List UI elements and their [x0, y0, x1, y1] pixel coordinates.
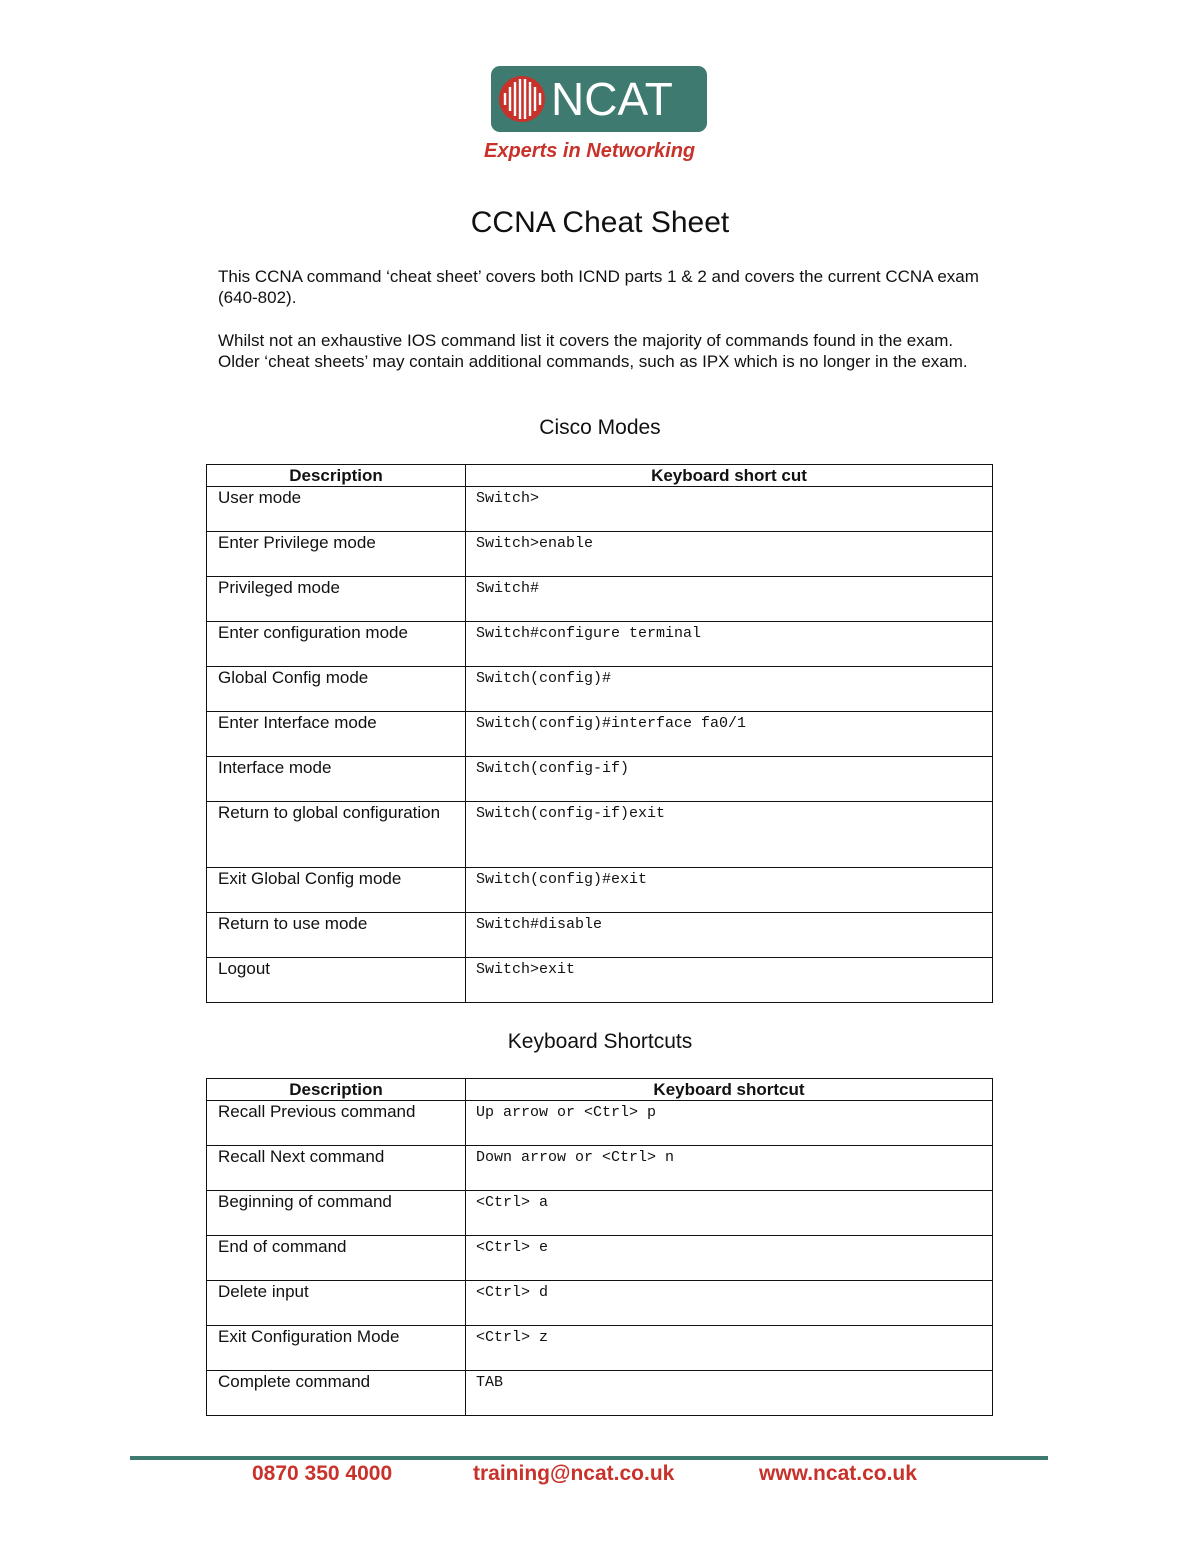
command-cell: Switch>	[466, 487, 993, 532]
footer-phone: 0870 350 4000	[252, 1462, 393, 1485]
description-cell: Logout	[207, 958, 466, 1003]
table-row	[207, 1101, 993, 1146]
table-row	[207, 868, 993, 913]
description-cell: Enter Privilege mode	[207, 532, 466, 577]
section-heading-cisco-modes: Cisco Modes	[539, 416, 661, 439]
table-row	[207, 1371, 993, 1416]
tagline: Experts in Networking	[484, 140, 696, 162]
table-row	[207, 667, 993, 712]
command-cell: TAB	[466, 1371, 993, 1416]
table-row	[207, 757, 993, 802]
description-cell: User mode	[207, 487, 466, 532]
command-cell: Switch#configure terminal	[466, 622, 993, 667]
footer-email-link[interactable]: training@ncat.co.uk	[473, 1462, 675, 1485]
table-row	[207, 622, 993, 667]
table-row	[207, 1146, 993, 1191]
ncat-logo	[491, 66, 707, 132]
command-cell: Switch>enable	[466, 532, 993, 577]
description-cell: Recall Previous command	[207, 1101, 466, 1146]
command-cell: <Ctrl> e	[466, 1236, 993, 1281]
table-row	[207, 1236, 993, 1281]
description-cell: Privileged mode	[207, 577, 466, 622]
intro-paragraph: Whilst not an exhaustive IOS command list it covers the majority of commands found in the exam. Older ‘cheat sheets’ may contain additional commands, such as IPX which is no longer in the exam.	[218, 331, 968, 371]
command-cell: <Ctrl> d	[466, 1281, 993, 1326]
table-header-row	[207, 1079, 993, 1101]
description-cell: Exit Global Config mode	[207, 868, 466, 913]
command-cell: Switch>exit	[466, 958, 993, 1003]
column-header-description: Description	[207, 465, 466, 487]
command-cell: Switch#	[466, 577, 993, 622]
description-cell: Interface mode	[207, 757, 466, 802]
column-header-keyboard-shortcut: Keyboard short cut	[466, 465, 993, 487]
description-cell: Delete input	[207, 1281, 466, 1326]
description-cell: Return to use mode	[207, 913, 466, 958]
command-cell: Switch(config)#	[466, 667, 993, 712]
table-header-row	[207, 465, 993, 487]
table-row	[207, 913, 993, 958]
table-row	[207, 1326, 993, 1371]
description-cell: Enter configuration mode	[207, 622, 466, 667]
table-row	[207, 487, 993, 532]
command-cell: Switch(config-if)exit	[466, 802, 993, 868]
table-row	[207, 712, 993, 757]
column-header-keyboard-shortcut: Keyboard shortcut	[466, 1079, 993, 1101]
command-cell: Switch(config-if)	[466, 757, 993, 802]
description-cell: Beginning of command	[207, 1191, 466, 1236]
table-row	[207, 958, 993, 1003]
page-title: CCNA Cheat Sheet	[470, 206, 730, 239]
description-cell: Complete command	[207, 1371, 466, 1416]
command-cell: <Ctrl> a	[466, 1191, 993, 1236]
description-cell: Return to global configuration	[207, 802, 466, 868]
footer-website-link[interactable]: www.ncat.co.uk	[759, 1462, 917, 1485]
table-row	[207, 1281, 993, 1326]
command-cell: Up arrow or <Ctrl> p	[466, 1101, 993, 1146]
intro-paragraph: This CCNA command ‘cheat sheet’ covers both ICND parts 1 & 2 and covers the current CCNA exam (640-802).	[218, 267, 979, 307]
command-cell: Down arrow or <Ctrl> n	[466, 1146, 993, 1191]
table-row	[207, 532, 993, 577]
cisco-modes-table	[206, 464, 993, 1003]
table-row	[207, 1191, 993, 1236]
command-cell: <Ctrl> z	[466, 1326, 993, 1371]
table-row	[207, 577, 993, 622]
description-cell: Enter Interface mode	[207, 712, 466, 757]
brand-name: NCAT	[551, 73, 673, 125]
section-heading-keyboard-shortcuts: Keyboard Shortcuts	[507, 1030, 693, 1053]
keyboard-shortcuts-table	[206, 1078, 993, 1416]
description-cell: End of command	[207, 1236, 466, 1281]
description-cell: Global Config mode	[207, 667, 466, 712]
command-cell: Switch(config)#interface fa0/1	[466, 712, 993, 757]
table-row	[207, 802, 993, 868]
footer-divider	[130, 1456, 1048, 1460]
command-cell: Switch#disable	[466, 913, 993, 958]
description-cell: Exit Configuration Mode	[207, 1326, 466, 1371]
command-cell: Switch(config)#exit	[466, 868, 993, 913]
description-cell: Recall Next command	[207, 1146, 466, 1191]
column-header-description: Description	[207, 1079, 466, 1101]
sound-wave-logo-icon	[497, 74, 549, 124]
